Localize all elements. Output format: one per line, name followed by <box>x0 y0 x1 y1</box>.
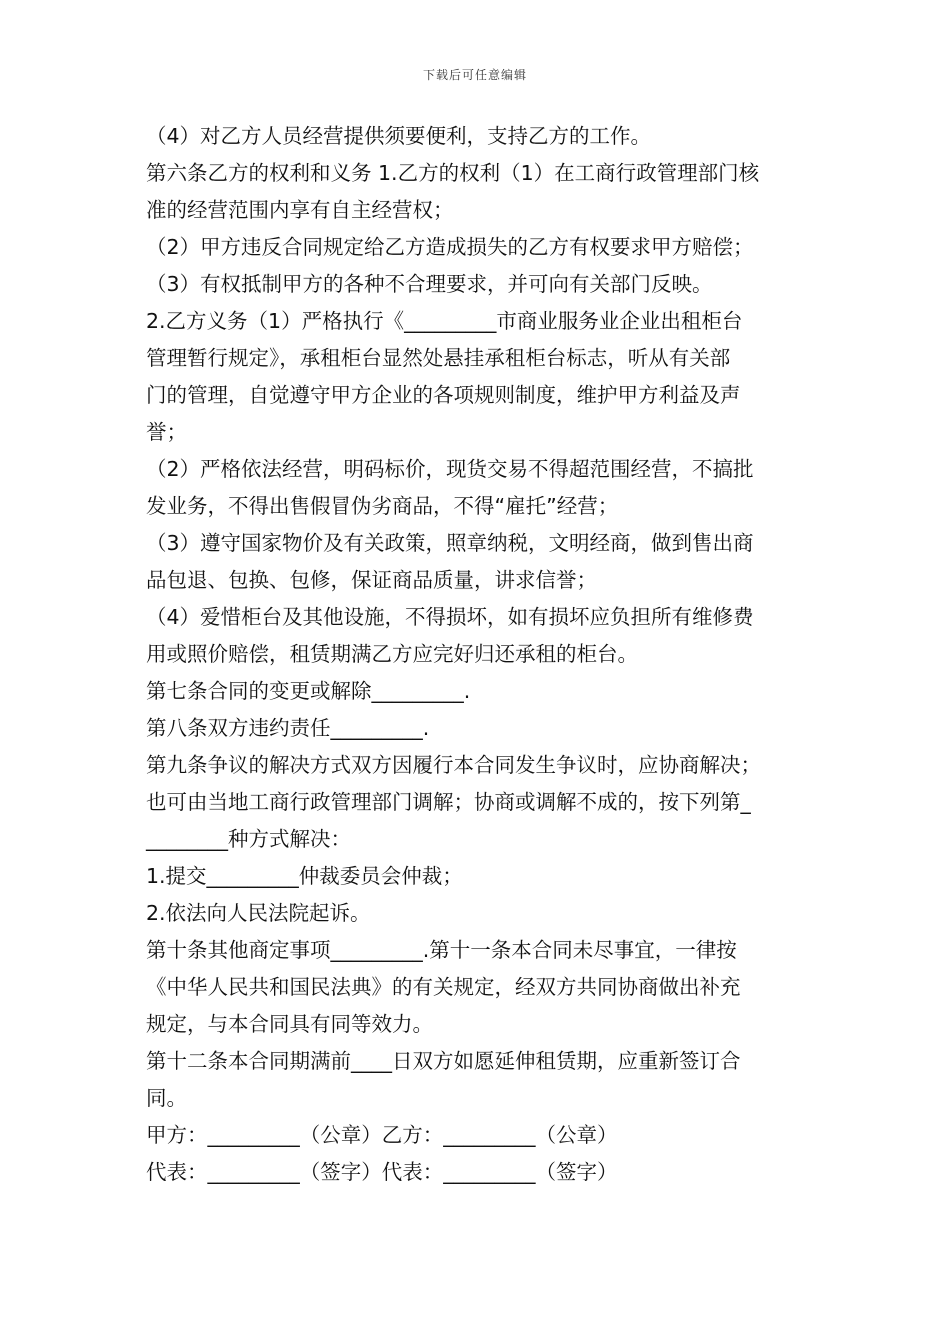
text-line: 发业务，不得出售假冒伪劣商品，不得“雇托”经营； <box>146 494 619 518</box>
text-line: 管理暂行规定》，承租柜台显然处悬挂承租柜台标志，听从有关部 <box>146 346 731 370</box>
text-line: 同。 <box>146 1086 187 1110</box>
text-line: （4）爱惜柜台及其他设施，不得损坏，如有损坏应负担所有维修费 <box>146 605 754 629</box>
text-line: 准的经营范围内享有自主经营权； <box>146 198 454 222</box>
text-line: 规定，与本合同具有同等效力。 <box>146 1012 433 1036</box>
text-line: 2.乙方义务（1）严格执行《_________市商业服务业企业出租柜台 <box>146 309 743 333</box>
text-line: 品包退、包换、包修，保证商品质量，讲求信誉； <box>146 568 597 592</box>
text-line: 2.依法向人民法院起诉。 <box>146 901 371 925</box>
text-line: （2）严格依法经营，明码标价，现货交易不得超范围经营，不搞批 <box>146 457 754 481</box>
text-line: 第六条乙方的权利和义务 1.乙方的权利（1）在工商行政管理部门核 <box>146 161 760 185</box>
text-line: 第十条其他商定事项_________.第十一条本合同未尽事宜，一律按 <box>146 938 737 962</box>
text-line: 代表：_________（签字）代表：_________（签字） <box>146 1160 618 1184</box>
page-header: 下载后可任意编辑 <box>422 68 527 82</box>
text-line: （3）有权抵制甲方的各种不合理要求，并可向有关部门反映。 <box>146 272 713 296</box>
text-line: （2）甲方违反合同规定给乙方造成损失的乙方有权要求甲方赔偿； <box>146 235 754 259</box>
document-body <box>146 118 836 1191</box>
text-line: 第九条争议的解决方式双方因履行本合同发生争议时，应协商解决； <box>146 753 761 777</box>
text-line: 第七条合同的变更或解除_________. <box>146 679 471 703</box>
text-line: 1.提交_________仲裁委员会仲裁； <box>146 864 463 888</box>
text-line: 第八条双方违约责任_________. <box>146 716 430 740</box>
text-line: 甲方：_________（公章）乙方：_________（公章） <box>146 1123 618 1147</box>
text-line: 《中华人民共和国民法典》的有关规定，经双方共同协商做出补充 <box>146 975 741 999</box>
text-line: （3）遵守国家物价及有关政策，照章纳税，文明经商，做到售出商 <box>146 531 754 555</box>
text-line: 第十二条本合同期满前____日双方如愿延伸租赁期，应重新签订合 <box>146 1049 741 1073</box>
text-line: 誉； <box>146 420 187 444</box>
text-line: ________种方式解决： <box>146 827 351 851</box>
text-line: 门的管理，自觉遵守甲方企业的各项规则制度，维护甲方利益及声 <box>146 383 741 407</box>
text-line: （4）对乙方人员经营提供须要便利，支持乙方的工作。 <box>146 124 652 148</box>
text-line: 用或照价赔偿，租赁期满乙方应完好归还承租的柜台。 <box>146 642 638 666</box>
text-line: 也可由当地工商行政管理部门调解；协商或调解不成的，按下列第_ <box>146 790 751 814</box>
